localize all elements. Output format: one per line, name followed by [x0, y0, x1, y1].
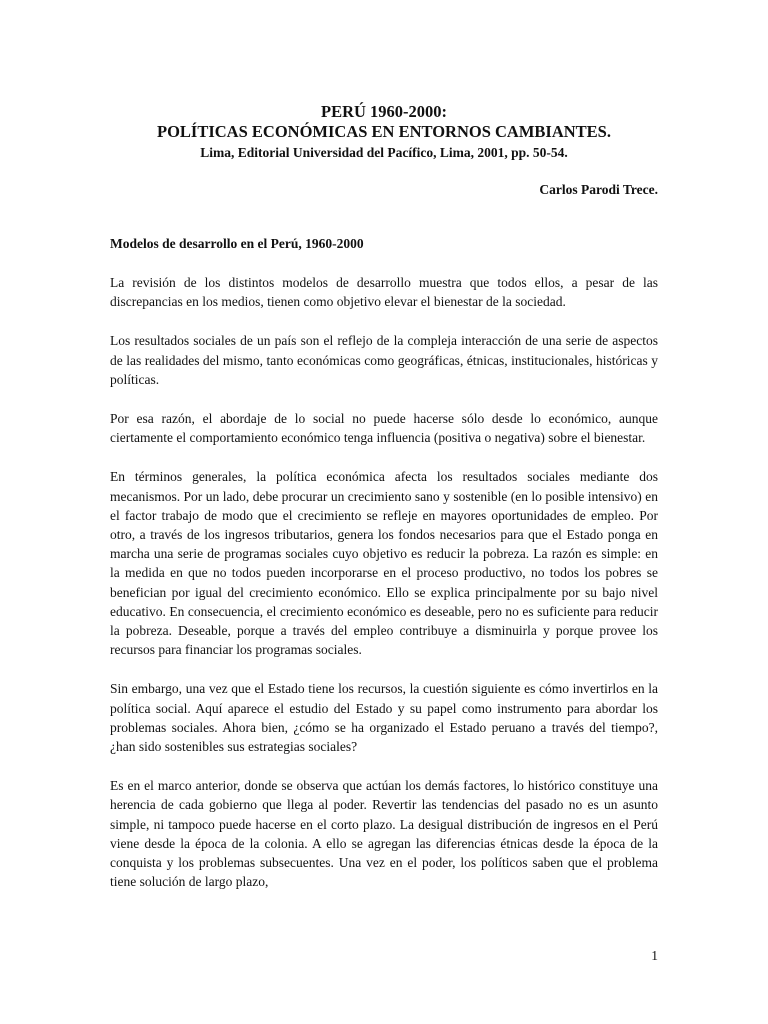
document-title-line-2: POLÍTICAS ECONÓMICAS EN ENTORNOS CAMBIANTES. [157, 122, 611, 141]
paragraph-4: En términos generales, la política económica afecta los resultados sociales mediante dos mecanismos. Por un lado, debe procurar un crecimiento sano y sostenible (en lo posible intensivo) en el factor trabajo de modo que el crecimiento se refleje en mayores oportunidades de empleo. Por otro, a través de los ingresos tributarios, genera los fondos necesarios para que el Estado ponga en marcha una serie de programas sociales cuyo objetivo es reducir la pobreza. La razón es simple: en la medida en que no todos pueden incorporarse en el proceso productivo, no todos los pobres se benefician por igual del crecimiento económico. Ello se explica principalmente por su bajo nivel educativo. En consecuencia, el crecimiento económico es deseable, pero no es suficiente para reducir la pobreza. Deseable, porque a través del empleo contribuye a disminuirla y porque provee los recursos para financiar los programas sociales. [110, 469, 658, 658]
section-heading: Modelos de desarrollo en el Perú, 1960-2000 [110, 236, 364, 251]
document-author: Carlos Parodi Trece. [539, 182, 658, 197]
document-title-line-1: PERÚ 1960-2000: [320, 102, 448, 121]
paragraph-3: Por esa razón, el abordaje de lo social no puede hacerse sólo desde lo económico, aunque ciertamente el comportamiento económico tenga influencia (positiva o negativa) sobre el bienestar. [110, 411, 658, 446]
document-citation: Lima, Editorial Universidad del Pacífico, Lima, 2001, pp. 50-54. [200, 145, 568, 160]
paragraph-1: La revisión de los distintos modelos de desarrollo muestra que todos ellos, a pesar de las discrepancias en los medios, tienen como objetivo elevar el bienestar de la sociedad. [110, 275, 658, 310]
document-page [110, 102, 658, 891]
paragraph-5: Sin embargo, una vez que el Estado tiene los recursos, la cuestión siguiente es cómo invertirlos en la política social. Aquí aparece el estudio del Estado y su papel como instrumento para abordar los problemas sociales. Ahora bien, ¿cómo se ha organizado el Estado peruano a través del tiempo?, ¿han sido sostenibles sus estrategias sociales? [110, 681, 658, 755]
paragraph-6: Es en el marco anterior, donde se observa que actúan los demás factores, lo histórico constituye una herencia de cada gobierno que llega al poder. Revertir las tendencias del pasado no es un asunto simple, ni tampoco puede hacerse en el corto plazo. La desigual distribución de ingresos en el Perú viene desde la época de la colonia. A ello se agregan las diferencias étnicas desde la época de la conquista y los problemas subsecuentes. Una vez en el poder, los políticos saben que el problema tiene solución de largo plazo, [110, 778, 658, 890]
paragraph-2: Los resultados sociales de un país son el reflejo de la compleja interacción de una serie de aspectos de las realidades del mismo, tanto económicas como geográficas, étnicas, institucionales, históricas y políticas. [110, 333, 658, 387]
page-number: 1 [651, 948, 658, 963]
